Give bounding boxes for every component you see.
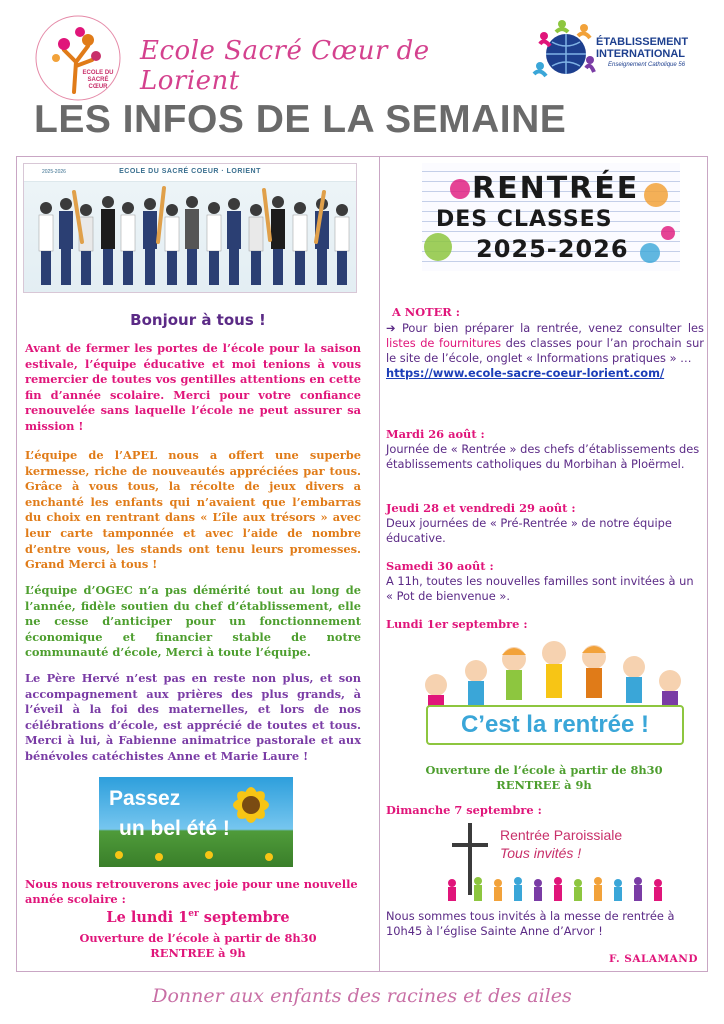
kids-rentree-image xyxy=(406,635,698,759)
left-column xyxy=(17,157,379,971)
signature: F. SALAMAND xyxy=(609,953,698,965)
dimanche-title: Dimanche 7 septembre : xyxy=(386,803,542,817)
opening-info-left: Ouverture de l’école à partir de 8h30 RENTREE à 9h xyxy=(79,931,317,960)
jeudi-text: Deux journées de « Pré-Rentrée » de notre équipe éducative. xyxy=(386,516,672,545)
international-logo xyxy=(532,16,702,88)
jeudi-title: Jeudi 28 et vendredi 29 août : xyxy=(386,501,576,515)
intl-label: ÉTABLISSEMENT INTERNATIONAL xyxy=(596,36,689,60)
paroisse-line-2: Tous invités ! xyxy=(500,845,582,861)
a-noter-title: A NOTER : xyxy=(392,305,460,319)
globe-people-icon xyxy=(532,16,596,88)
footer-motto: Donner aux enfants des racines et des ailes xyxy=(152,985,572,1007)
supplies-highlight: listes de fournitures xyxy=(386,336,502,350)
content-frame xyxy=(16,156,708,972)
summer-image xyxy=(99,777,293,867)
intl-sub-label: Enseignement Catholique 56 xyxy=(608,62,686,68)
lundi-title: Lundi 1er septembre : xyxy=(386,617,528,631)
group-people-icon xyxy=(24,182,357,293)
paragraph-thanks: Avant de fermer les portes de l’école pour la saison estivale, l’équipe éducative et moi tenions à vous remercier de toutes vos gentilles attentions en cette fin d’année scolaire. Merci pour votre confiance renouvelée sans laquelle l’école ne peut assurer sa mission ! xyxy=(25,341,361,433)
mardi-text: Journée de « Rentrée » des chefs d’établissements des établissements catholiques du Morbihan à Ploërmel. xyxy=(386,442,700,471)
samedi-text: A 11h, toutes les nouvelles familles sont invitées à un « Pot de bienvenue ». xyxy=(386,574,694,603)
school-name: Ecole Sacré Cœur de Lorient xyxy=(140,36,430,96)
rentree-classes-image xyxy=(422,163,680,271)
arrow-icon: ➔ xyxy=(386,321,396,335)
rentree-image-line-2: DES CLASSES xyxy=(436,207,613,232)
summer-line-2: un bel été ! xyxy=(119,817,230,840)
photo-banner-text: ECOLE DU SACRÉ COEUR · LORIENT xyxy=(119,168,261,175)
samedi-title: Samedi 30 août : xyxy=(386,559,494,573)
rentree-image-line-1: RENTRÉE xyxy=(472,171,640,206)
a-noter-body: ➔ Pour bien préparer la rentrée, venez consulter les listes de fournitures des classes pour l’an prochain sur le site de l’école, onglet « Informations pratiques » … https://www.ecole-sacre-coeur-lorient.com/ xyxy=(386,321,704,380)
mardi-title: Mardi 26 août : xyxy=(386,427,485,441)
school-website-link[interactable]: https://www.ecole-sacre-coeur-lorient.com/ xyxy=(386,366,665,380)
school-logo xyxy=(34,14,122,102)
paragraph-pastorale: Le Père Hervé n’est pas en reste non plus, et son accompagnement aux prières des plus grands, à l’éveil à la foi des maternelles, et lors de nos célébrations d’école, est apprécié de toutes et tous. Merci à lui, à Fabienne animatrice pastorale et aux bénévoles catéchistes Anne et Marie Laure ! xyxy=(25,671,361,763)
rentree-date: Le lundi 1er septembre xyxy=(106,909,290,926)
greeting: Bonjour à tous ! xyxy=(130,311,266,329)
photo-year: 2025-2026 xyxy=(42,169,66,175)
team-photo xyxy=(23,163,357,293)
photo-banner xyxy=(24,164,356,182)
paragraph-ogec: L’équipe d’OGEC n’a pas démérité tout au long de l’année, fidèle soutien du chef d’établissement, elle ne cesse d’anticiper pour un fonctionnement économique et financier stable de notre communauté d’école, Merci à toute l’équipe. xyxy=(25,583,361,660)
rentree-image-line-3: 2025-2026 xyxy=(476,235,629,263)
paragraph-apel: L’équipe de l’APEL nous a offert une superbe kermesse, riche de nouveautés appréciées par tous. Grâce à vous tous, la récolte de jeux divers a enchanté les enfants qui n’avaient que l’embarras du choix en rentrant dans « L’île aux trésors » avec leur carte tamponnée et avec l’aide de nombre d’entre vous, les stands ont tenu leurs promesses. Grand Merci à tous ! xyxy=(25,448,361,572)
dimanche-text: Nous sommes tous invités à la messe de rentrée à 10h45 à l’église Sainte Anne d’Arvor ! xyxy=(386,909,675,938)
opening-info-right: Ouverture de l’école à partir de 8h30 RENTREE à 9h xyxy=(425,763,663,792)
closing-text: Nous nous retrouverons avec joie pour une nouvelle année scolaire : xyxy=(25,877,358,906)
logo-text: ECOLE DU SACRÉ CŒUR xyxy=(82,70,114,90)
page-title: LES INFOS DE LA SEMAINE xyxy=(34,98,567,141)
right-column xyxy=(380,157,708,971)
paroisse-line-1: Rentrée Paroissiale xyxy=(500,827,623,843)
page-header xyxy=(0,0,724,160)
summer-line-1: Passez xyxy=(109,787,181,810)
paroisse-image xyxy=(438,819,668,907)
rentree-sign: C’est la rentrée ! xyxy=(426,705,684,745)
